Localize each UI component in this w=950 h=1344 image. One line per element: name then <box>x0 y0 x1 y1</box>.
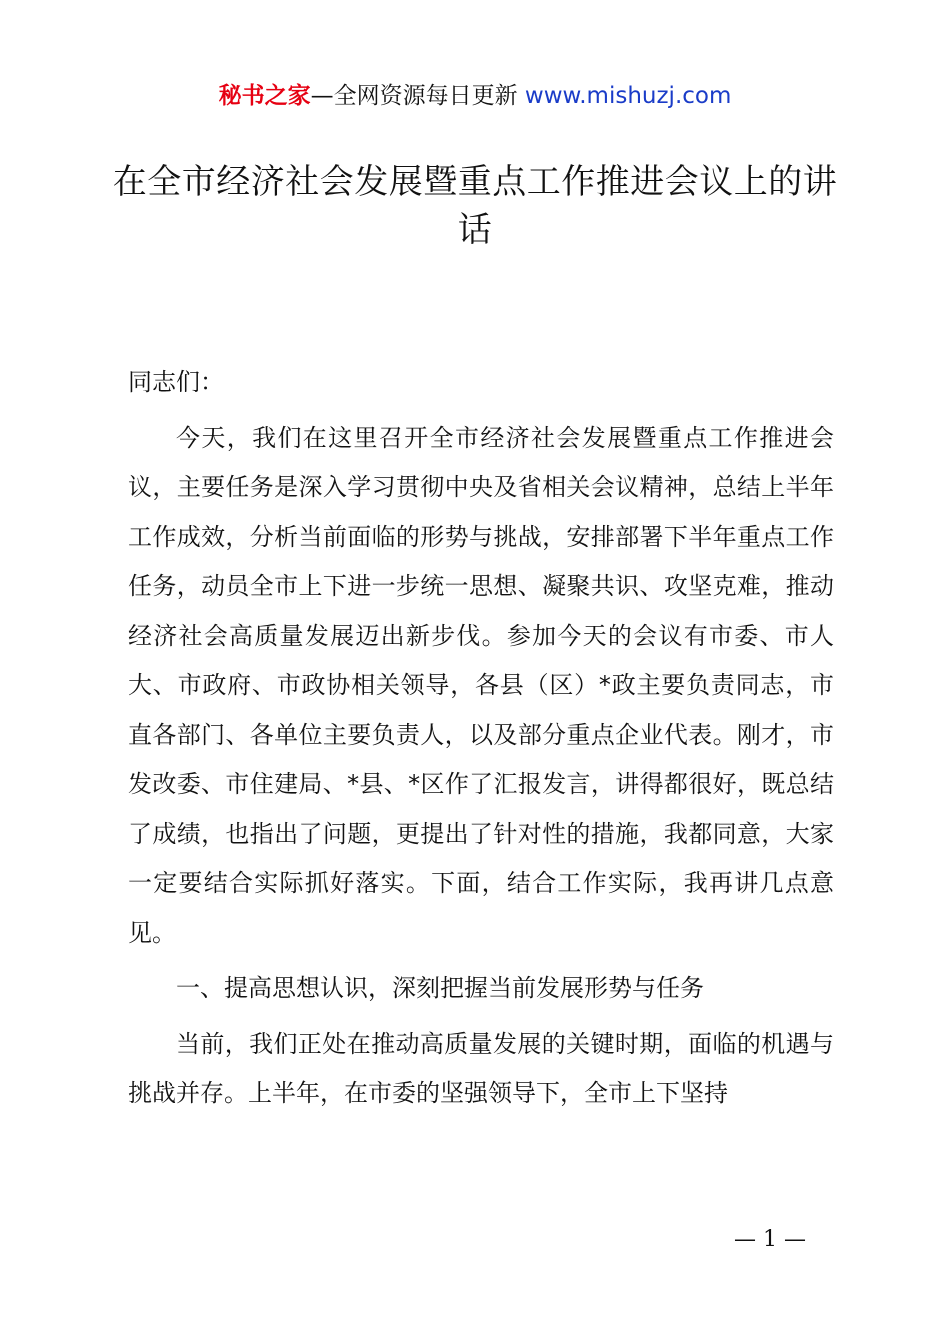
section-heading: 一、提高思想认识，深刻把握当前发展形势与任务 <box>176 974 704 1002</box>
document-body <box>128 358 834 1119</box>
site-brand: 秘书之家 <box>218 83 311 109</box>
site-url-link[interactable]: www.mishuzj.com <box>524 83 732 109</box>
document-title: 在全市经济社会发展暨重点工作推进会议上的讲话 <box>112 162 838 250</box>
paragraph: 今天，我们在这里召开全市经济社会发展暨重点工作推进会议，主要任务是深入学习贯彻中央及省相关会议精神，总结上半年工作成效，分析当前面临的形势与挑战，安排部署下半年重点工作任务，动员全市上下进一步统一思想、凝聚共识、攻坚克难，推动经济社会高质量发展迈出新步伐。参加今天的会议有市委、市人大、市政府、市政协相关领导，各县（区）*政主要负责同志，市直各部门、各单位主要负责人，以及部分重点企业代表。刚才，市发改委、市住建局、*县、*区作了汇报发言，讲得都很好，既总结了成绩，也指出了问题，更提出了针对性的措施，我都同意，大家一定要结合实际抓好落实。下面，结合工作实际，我再讲几点意见。 <box>128 423 834 947</box>
site-header <box>0 78 950 114</box>
paragraph: 当前，我们正处在推动高质量发展的关键时期，面临的机遇与挑战并存。上半年，在市委的坚强领导下，全市上下坚持 <box>128 1029 834 1107</box>
page-number: — 1 — <box>734 1227 806 1252</box>
greeting: 同志们： <box>128 368 224 396</box>
site-tagline: —全网资源每日更新 <box>310 83 518 109</box>
